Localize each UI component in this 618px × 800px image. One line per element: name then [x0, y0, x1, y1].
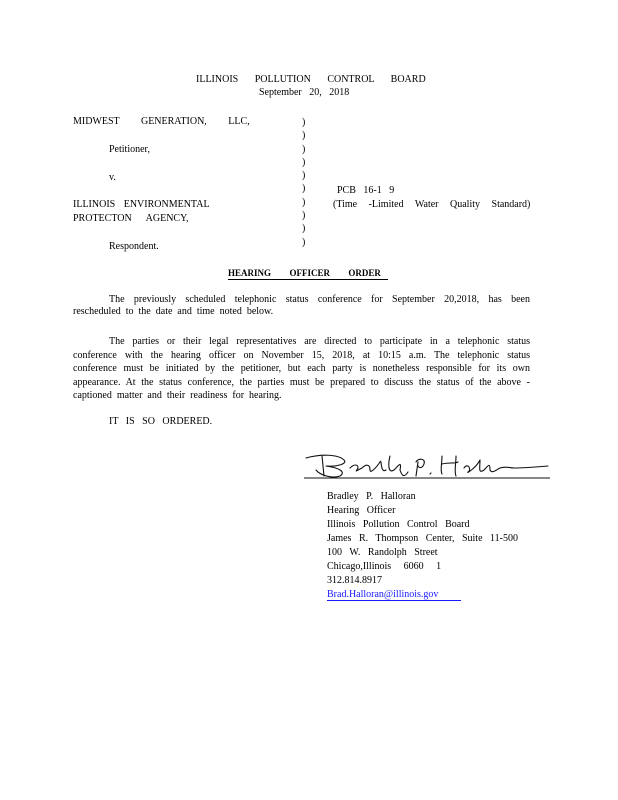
so-ordered: IT IS SO ORDERED. [109, 416, 213, 427]
signer-address-2: 100 W. Randolph Street [327, 547, 438, 558]
versus-label: v. [109, 172, 116, 183]
paragraph-2-text: The parties or their legal representatives are directed to participate in a telephonic status conference with the hearing officer on November 15, 2018, at 10:15 a.m. The telephonic status conference must be initiated by the petitioner, but each party is nonetheless responsible for its own appearance. At the status conference, the parties must be prepared to discuss the status of the above -captioned matter and their readiness for hearing. [73, 336, 530, 402]
order-date: September 20, 2018 [259, 87, 350, 98]
petitioner-name: MIDWEST GENERATION, LLC, [73, 116, 250, 127]
signer-phone: 312.814.8917 [327, 575, 382, 586]
respondent-role: Respondent. [109, 241, 159, 252]
signer-name: Bradley P. Halloran [327, 491, 416, 502]
respondent-name-line2: PROTECTON AGENCY, [73, 213, 189, 224]
case-number: PCB 16-1 9 [337, 185, 395, 196]
order-heading: HEARING OFFICER ORDER [228, 268, 388, 280]
signer-email-link[interactable]: Brad.Halloran@illinois.gov [327, 589, 439, 600]
signer-title: Hearing Officer [327, 505, 396, 516]
petitioner-role: Petitioner, [109, 144, 150, 155]
case-type: (Time -Limited Water Quality Standard) [333, 199, 531, 210]
signer-organization: Illinois Pollution Control Board [327, 519, 470, 530]
email-underline [327, 600, 461, 601]
paragraph-1-text: The previously scheduled telephonic status conference for September 20,2018, has been rescheduled to the date and time noted below. [73, 294, 530, 317]
respondent-name-line1: ILLINOIS ENVIRONMENTAL [73, 199, 210, 210]
caption-divider: ) ) ) ) ) ) ) ) ) ) [302, 117, 306, 248]
signer-address-1: James R. Thompson Center, Suite 11-500 [327, 533, 518, 544]
order-paragraph-1 [73, 294, 530, 318]
order-paragraph-2 [73, 335, 530, 403]
board-title: ILLINOIS POLLUTION CONTROL BOARD [196, 74, 426, 85]
signer-city: Chicago,Illinois 6060 1 [327, 561, 442, 572]
signature-image [300, 448, 552, 480]
